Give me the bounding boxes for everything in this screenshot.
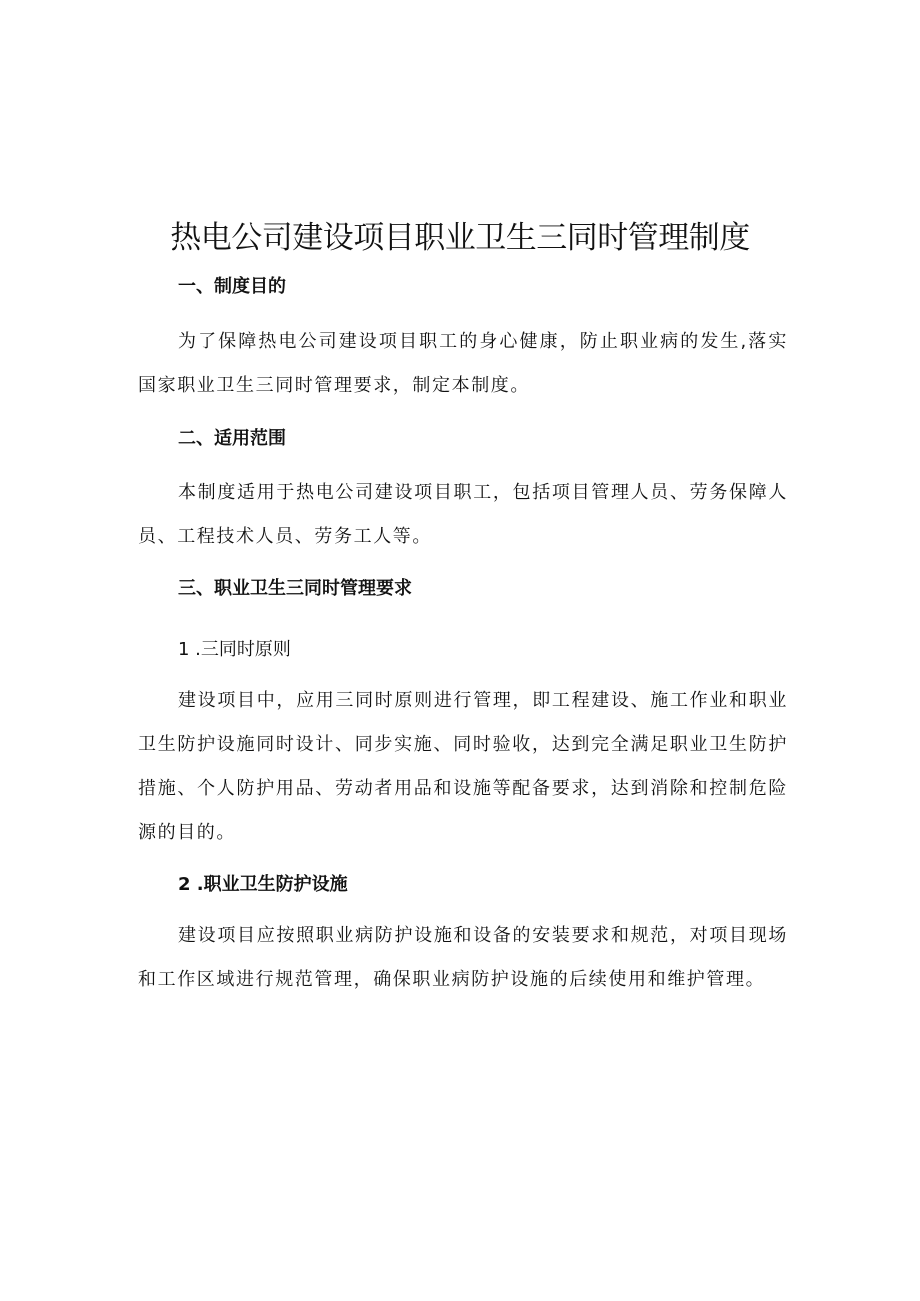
section-heading-purpose: 一、制度目的 xyxy=(178,276,286,297)
section-heading-requirements: 三、职业卫生三同时管理要求 xyxy=(178,578,412,599)
section-paragraph-scope: 本制度适用于热电公司建设项目职工，包括项目管理人员、劳务保障人员、工程技术人员、劳务工人等。 xyxy=(138,482,788,547)
section-heading-scope: 二、适用范围 xyxy=(178,428,286,449)
document-title: 热电公司建设项目职业卫生三同时管理制度 xyxy=(170,220,750,256)
section-paragraph-purpose: 为了保障热电公司建设项目职工的身心健康，防止职业病的发生,落实国家职业卫生三同时管理要求，制定本制度。 xyxy=(138,331,788,396)
subsection-paragraph-facilities: 建设项目应按照职业病防护设施和设备的安装要求和规范，对项目现场和工作区域进行规范管理，确保职业病防护设施的后续使用和维护管理。 xyxy=(138,925,788,990)
subsection-paragraph-principle: 建设项目中，应用三同时原则进行管理，即工程建设、施工作业和职业卫生防护设施同时设计、同步实施、同时验收，达到完全满足职业卫生防护措施、个人防护用品、劳动者用品和设施等配备要求，达到消除和控制危险源的目的。 xyxy=(138,690,788,843)
subsection-heading-facilities: 2 .职业卫生防护设施 xyxy=(178,874,348,895)
subsection-heading-principle: 1 .三同时原则 xyxy=(178,639,291,660)
